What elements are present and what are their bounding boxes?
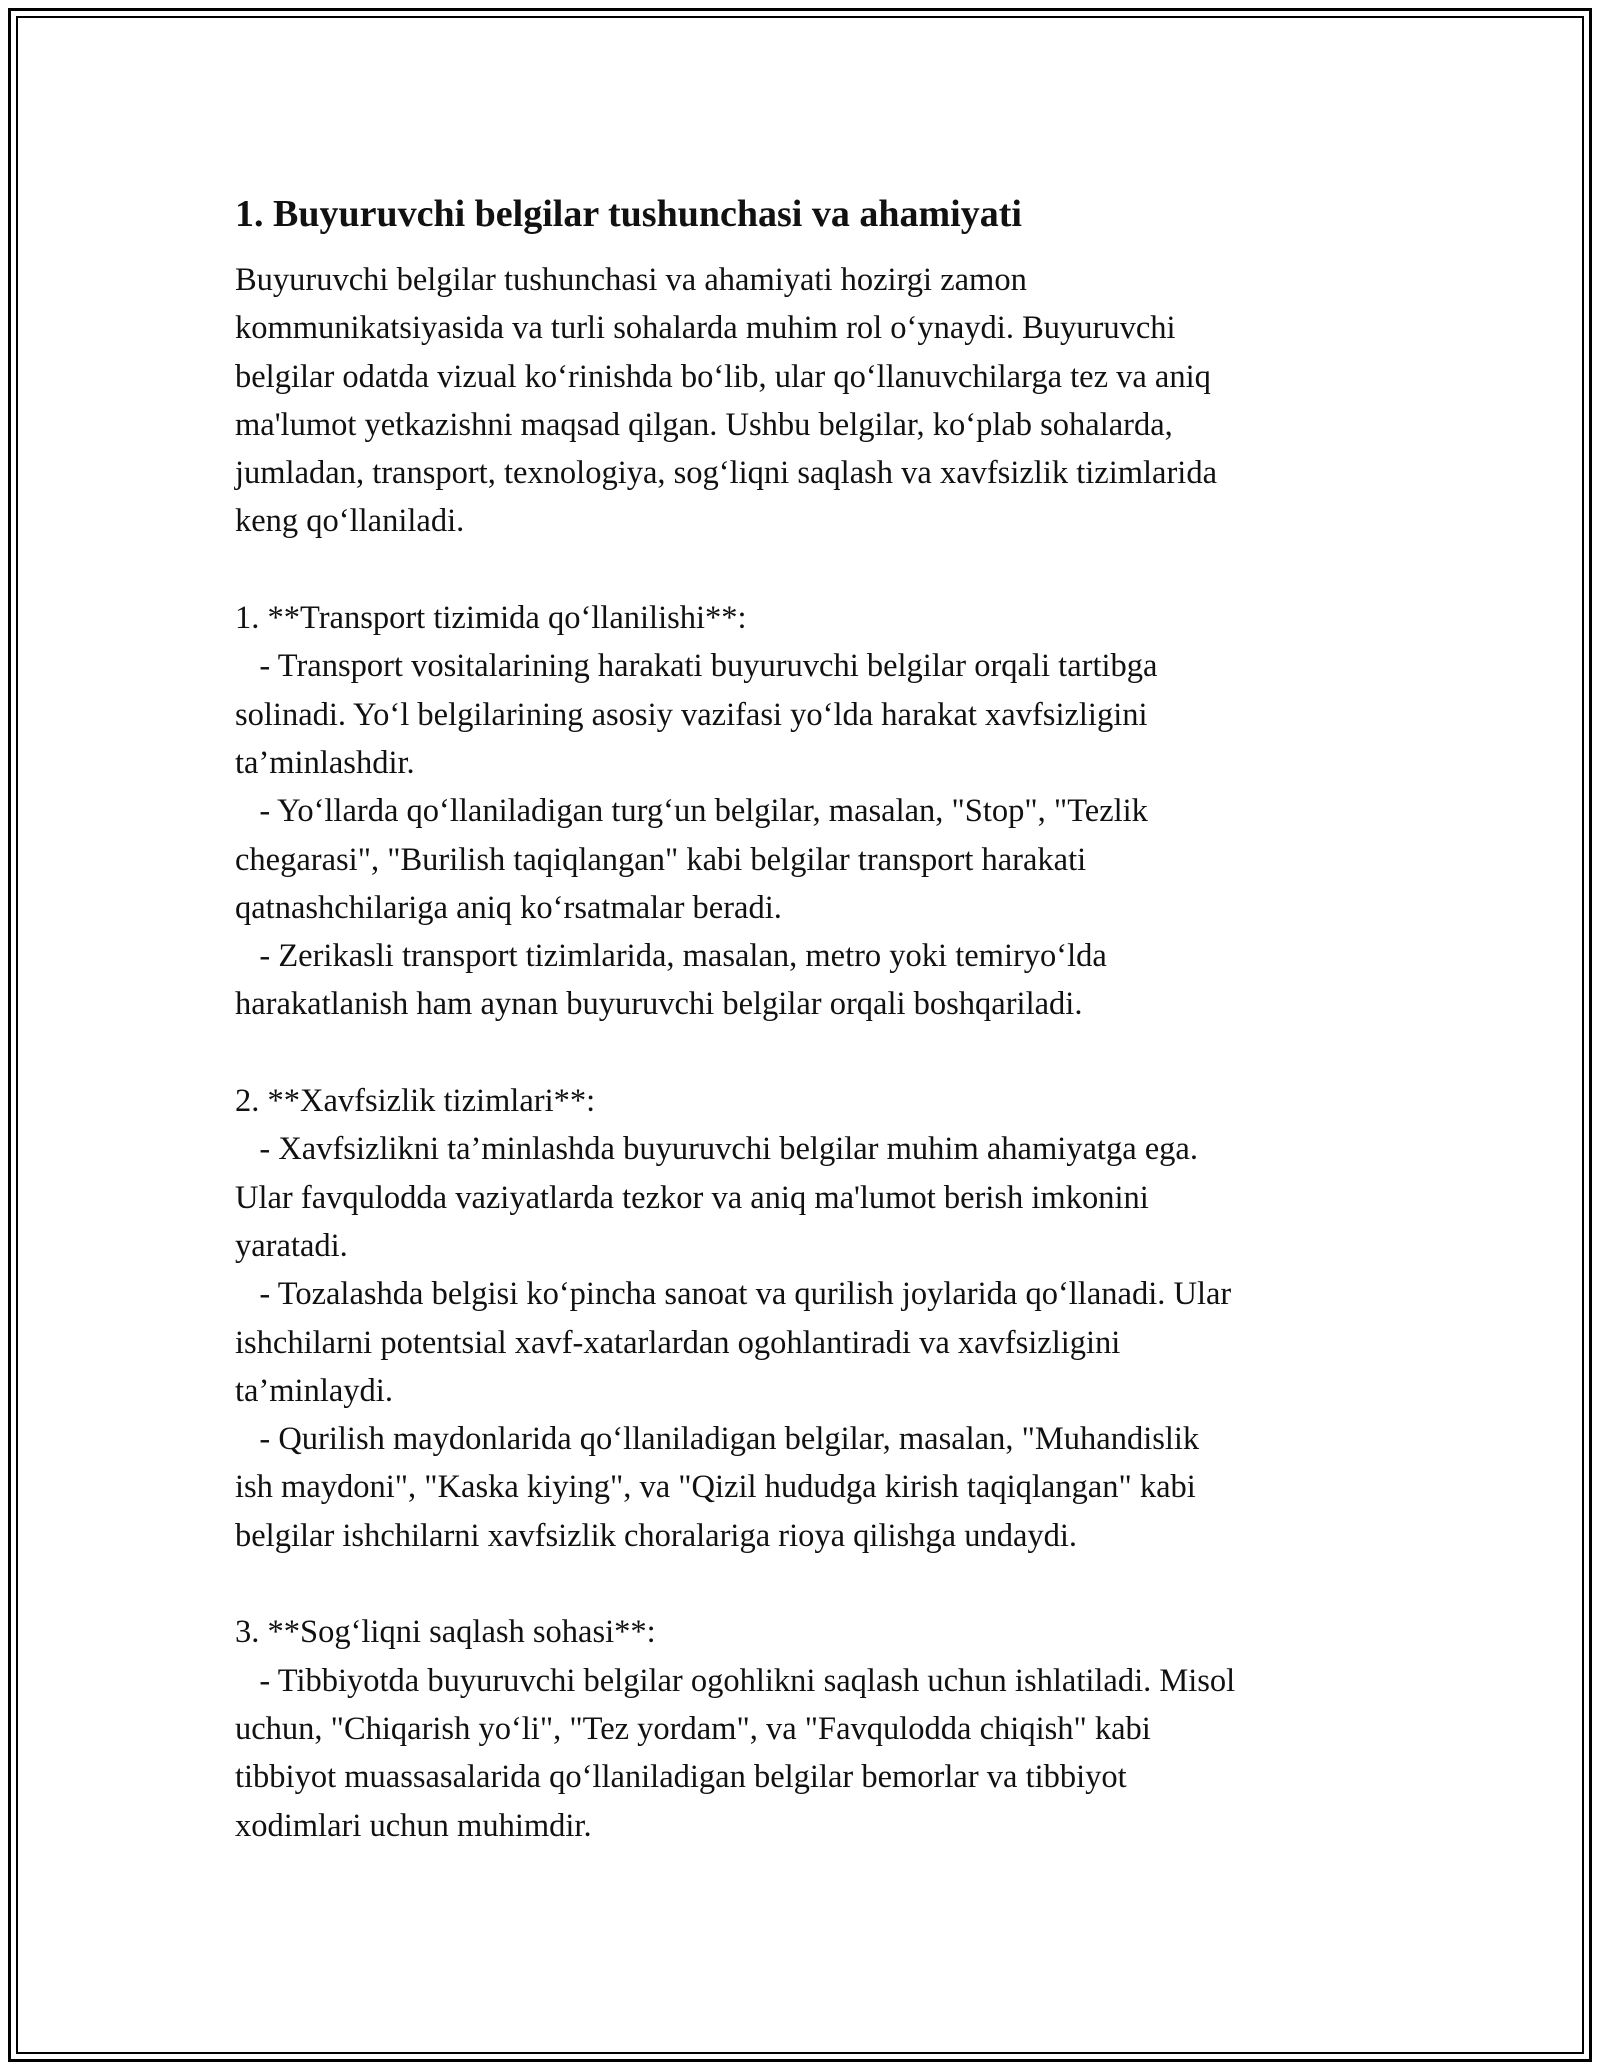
list-item: - Yo‘llarda qo‘llaniladigan turg‘un belgilar, masalan, "Stop", "Tezlik chegarasi", "Burilish taqiqlangan" kabi belgilar transport harakati qatnashchilariga aniq ko‘rsatmalar beradi. — [235, 793, 1148, 926]
section-security — [235, 1077, 1385, 1560]
section-heading: 1. Buyuruvchi belgilar tushunchasi va ahamiyati — [235, 193, 1022, 235]
list-item: - Qurilish maydonlarida qo‘llaniladigan belgilar, masalan, "Muhandislik ish maydoni", "Kaska kiying", va "Qizil hududga kirish taqiqlangan" kabi belgilar ishchilarni xavfsizlik choralariga rioya qilishga undaydi. — [235, 1421, 1200, 1554]
section-transport — [235, 594, 1385, 1029]
section-title: 2. **Xavfsizlik tizimlari**: — [235, 1083, 596, 1120]
section-title: 1. **Transport tizimida qo‘llanilishi**: — [235, 600, 747, 637]
list-item: - Tozalashda belgisi ko‘pincha sanoat va qurilish joylarida qo‘llanadi. Ular ishchilarni potentsial xavf-xatarlardan ogohlantiradi va xavfsizligini ta’minlaydi. — [235, 1276, 1232, 1409]
paragraph-gap — [235, 546, 1385, 594]
section-title: 3. **Sog‘liqni saqlash sohasi**: — [235, 1614, 656, 1651]
paragraph-gap — [235, 1560, 1385, 1608]
list-item: - Xavfsizlikni ta’minlashda buyuruvchi belgilar muhim ahamiyatga ega. Ular favqulodda vaziyatlarda tezkor va aniq ma'lumot berish imkonini yaratadi. — [235, 1131, 1198, 1264]
list-item: - Tibbiyotda buyuruvchi belgilar ogohlikni saqlash uchun ishlatiladi. Misol uchun, "Chiqarish yo‘li", "Tez yordam", va "Favqulodda chiqish" kabi tibbiyot muassasalarida qo‘llaniladigan belgilar bemorlar va tibbiyot xodimlari uchun muhimdir. — [235, 1662, 1236, 1844]
section-healthcare — [235, 1608, 1385, 1849]
intro-paragraph: Buyuruvchi belgilar tushunchasi va ahamiyati hozirgi zamon kommunikatsiyasida va turli sohalarda muhim rol o‘ynaydi. Buyuruvchi belgilar odatda vizual ko‘rinishda bo‘lib, ular qo‘llanuvchilarga tez va aniq ma'lumot yetkazishni maqsad qilgan. Ushbu belgilar, ko‘plab sohalarda, jumladan, transport, texnologiya, sog‘liqni saqlash va xavfsizlik tizimlarida keng qo‘llaniladi. — [235, 262, 1217, 540]
paragraph-gap — [235, 1029, 1385, 1077]
document-body — [235, 190, 1385, 1850]
list-item: - Zerikasli transport tizimlarida, masalan, metro yoki temiryo‘lda harakatlanish ham aynan buyuruvchi belgilar orqali boshqariladi. — [235, 938, 1107, 1023]
list-item: - Transport vositalarining harakati buyuruvchi belgilar orqali tartibga solinadi. Yo‘l belgilarining asosiy vazifasi yo‘lda harakat xavfsizligini ta’minlashdir. — [235, 648, 1158, 781]
